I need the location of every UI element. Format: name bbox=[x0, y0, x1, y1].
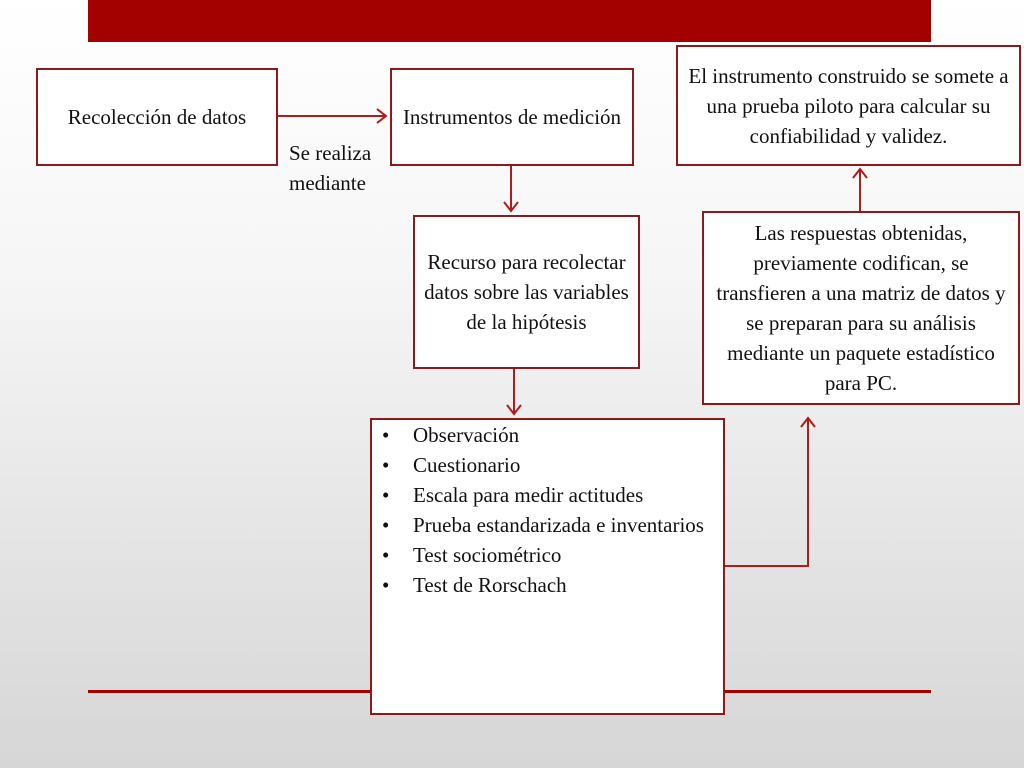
list-item: • Cuestionario bbox=[372, 450, 723, 480]
box-instrumentos-text: Instrumentos de medición bbox=[402, 105, 622, 129]
list-item: • Test sociométrico bbox=[372, 540, 723, 570]
box-respuestas-text: Las respuestas obtenidas, previamente codifican, se transfieren a una matriz de datos y se preparan para su análisis mediante un paquete estadístico para PC. bbox=[716, 221, 1006, 395]
box-prueba-piloto-text: El instrumento construido se somete a una prueba piloto para calcular su confiabilidad y validez. bbox=[688, 63, 1009, 148]
connector-label bbox=[289, 138, 371, 198]
box-recoleccion-text: Recolección de datos bbox=[67, 105, 247, 129]
list-item: • Observación bbox=[372, 420, 723, 450]
box-instrument-list bbox=[370, 418, 725, 715]
arrow-list-to-respuestas bbox=[725, 418, 808, 566]
list-item: • Prueba estandarizada e inventarios bbox=[372, 510, 723, 540]
box-respuestas bbox=[702, 211, 1020, 405]
instrument-list bbox=[372, 420, 723, 600]
connector-label-line1: Se realiza bbox=[289, 141, 372, 165]
box-instrumentos-de-medicion bbox=[390, 68, 634, 166]
connector-label-line2: mediante bbox=[289, 171, 366, 195]
box-recurso-text: Recurso para recolectar datos sobre las variables de la hipótesis bbox=[424, 250, 629, 334]
box-recurso bbox=[413, 215, 640, 369]
list-item: • Escala para medir actitudes bbox=[372, 480, 723, 510]
box-prueba-piloto bbox=[676, 45, 1021, 166]
list-item: • Test de Rorschach bbox=[372, 570, 723, 600]
box-recoleccion-de-datos bbox=[36, 68, 278, 166]
